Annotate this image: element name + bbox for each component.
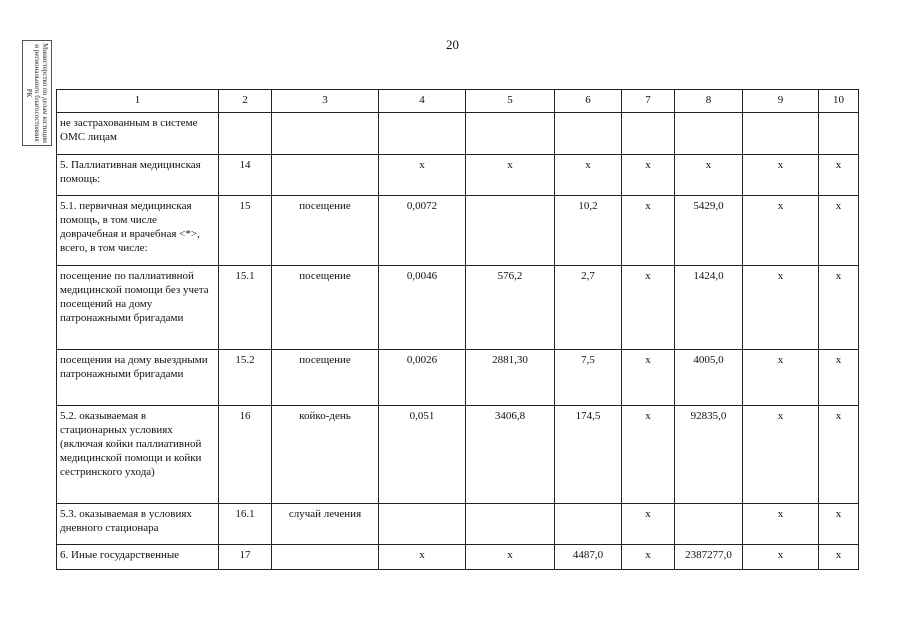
data-cell: х bbox=[743, 545, 819, 570]
data-cell bbox=[379, 113, 466, 155]
data-cell: х bbox=[675, 155, 743, 196]
header-cell: 3 bbox=[272, 90, 379, 113]
header-cell: 8 bbox=[675, 90, 743, 113]
registration-stamp bbox=[22, 40, 52, 146]
row-code: 16 bbox=[219, 406, 272, 504]
header-cell: 4 bbox=[379, 90, 466, 113]
unit-cell: случай лечения bbox=[272, 504, 379, 545]
unit-cell: посещение bbox=[272, 196, 379, 266]
data-cell bbox=[675, 113, 743, 155]
header-row bbox=[57, 90, 859, 113]
data-cell: 5429,0 bbox=[675, 196, 743, 266]
data-cell: х bbox=[743, 504, 819, 545]
data-cell: х bbox=[819, 406, 859, 504]
data-cell: 4005,0 bbox=[675, 350, 743, 406]
data-cell bbox=[555, 113, 622, 155]
data-cell: 4487,0 bbox=[555, 545, 622, 570]
data-cell: 2387277,0 bbox=[675, 545, 743, 570]
data-cell bbox=[819, 113, 859, 155]
table-row bbox=[57, 196, 859, 266]
data-cell: 1424,0 bbox=[675, 266, 743, 350]
row-label: 5.2. оказываемая в стационарных условиях (включая койки паллиативной медицинской помощи и койки сестринского ухода) bbox=[57, 406, 219, 504]
row-code: 15.1 bbox=[219, 266, 272, 350]
data-cell: х bbox=[622, 266, 675, 350]
header-cell: 1 bbox=[57, 90, 219, 113]
table-row bbox=[57, 350, 859, 406]
row-label: 5.3. оказываемая в условиях дневного стационара bbox=[57, 504, 219, 545]
row-code: 16.1 bbox=[219, 504, 272, 545]
data-cell: 0,051 bbox=[379, 406, 466, 504]
page-number: 20 bbox=[446, 37, 459, 52]
data-cell: 0,0046 bbox=[379, 266, 466, 350]
table-row bbox=[57, 406, 859, 504]
header-cell: 5 bbox=[466, 90, 555, 113]
row-code: 15 bbox=[219, 196, 272, 266]
header-cell: 9 bbox=[743, 90, 819, 113]
data-cell: х bbox=[555, 155, 622, 196]
data-cell: х bbox=[743, 266, 819, 350]
data-cell bbox=[466, 504, 555, 545]
data-cell bbox=[622, 113, 675, 155]
data-cell: х bbox=[622, 504, 675, 545]
unit-cell bbox=[272, 545, 379, 570]
row-code: 15.2 bbox=[219, 350, 272, 406]
header-cell: 7 bbox=[622, 90, 675, 113]
data-cell: 7,5 bbox=[555, 350, 622, 406]
data-cell: х bbox=[819, 155, 859, 196]
data-cell: х bbox=[379, 155, 466, 196]
unit-cell: посещение bbox=[272, 266, 379, 350]
row-code: 14 bbox=[219, 155, 272, 196]
data-cell: х bbox=[819, 350, 859, 406]
data-cell: 2,7 bbox=[555, 266, 622, 350]
unit-cell: посещение bbox=[272, 350, 379, 406]
data-cell: 576,2 bbox=[466, 266, 555, 350]
data-cell: 2881,30 bbox=[466, 350, 555, 406]
data-cell: х bbox=[622, 350, 675, 406]
data-cell: 0,0026 bbox=[379, 350, 466, 406]
data-cell: х bbox=[622, 406, 675, 504]
data-cell: х bbox=[819, 266, 859, 350]
header-cell: 6 bbox=[555, 90, 622, 113]
data-cell: 174,5 bbox=[555, 406, 622, 504]
data-cell: 10,2 bbox=[555, 196, 622, 266]
data-cell: х bbox=[743, 196, 819, 266]
data-cell bbox=[379, 504, 466, 545]
data-cell: х bbox=[622, 155, 675, 196]
data-cell: х bbox=[743, 155, 819, 196]
row-label: 5.1. первичная медицинская помощь, в том числе доврачебная и врачебная <*>, всего, в том числе: bbox=[57, 196, 219, 266]
data-cell: х bbox=[466, 545, 555, 570]
data-cell bbox=[743, 113, 819, 155]
data-cell: х bbox=[819, 504, 859, 545]
stamp-text: Министерство по делам юстиции и регионального благосостояния РК bbox=[25, 43, 49, 143]
data-cell: х bbox=[622, 545, 675, 570]
header-cell: 10 bbox=[819, 90, 859, 113]
row-code bbox=[219, 113, 272, 155]
data-cell bbox=[555, 504, 622, 545]
data-cell: х bbox=[819, 545, 859, 570]
unit-cell bbox=[272, 155, 379, 196]
data-cell: х bbox=[466, 155, 555, 196]
data-cell: 0,0072 bbox=[379, 196, 466, 266]
row-label: 6. Иные государственные bbox=[57, 545, 219, 570]
row-label: посещения на дому выездными патронажными бригадами bbox=[57, 350, 219, 406]
table-row bbox=[57, 266, 859, 350]
table-row bbox=[57, 545, 859, 570]
data-cell bbox=[675, 504, 743, 545]
table-row bbox=[57, 155, 859, 196]
data-cell: х bbox=[622, 196, 675, 266]
row-code: 17 bbox=[219, 545, 272, 570]
data-cell: 3406,8 bbox=[466, 406, 555, 504]
header-cell: 2 bbox=[219, 90, 272, 113]
data-cell bbox=[466, 196, 555, 266]
data-cell bbox=[466, 113, 555, 155]
table-row bbox=[57, 504, 859, 545]
row-label: не застрахованным в системе ОМС лицам bbox=[57, 113, 219, 155]
row-label: посещение по паллиативной медицинской помощи без учета посещений на дому патронажными бригадами bbox=[57, 266, 219, 350]
data-cell: х bbox=[379, 545, 466, 570]
unit-cell: койко-день bbox=[272, 406, 379, 504]
table-row bbox=[57, 113, 859, 155]
data-cell: 92835,0 bbox=[675, 406, 743, 504]
data-cell: х bbox=[819, 196, 859, 266]
data-table bbox=[56, 89, 859, 570]
row-label: 5. Паллиативная медицинская помощь: bbox=[57, 155, 219, 196]
unit-cell bbox=[272, 113, 379, 155]
data-cell: х bbox=[743, 406, 819, 504]
data-cell: х bbox=[743, 350, 819, 406]
